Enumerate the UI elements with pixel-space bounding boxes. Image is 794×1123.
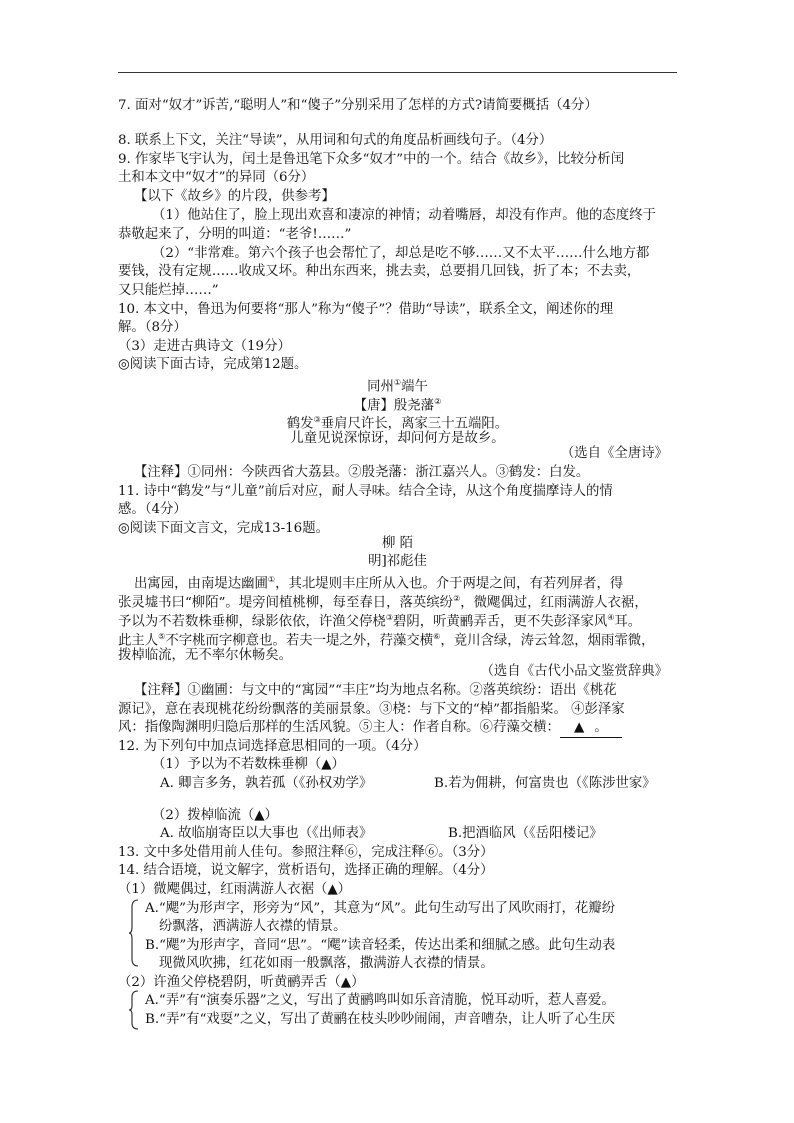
question-14-1-option-b-line2: 现微风吹拂，红花如雨一般飘落，撒满游人衣襟的情景。	[159, 956, 494, 971]
question-12-1-option-b: B.若为佣耕，何富贵也（《陈涉世家》	[434, 776, 656, 791]
poem-source: （选自《全唐诗》	[560, 446, 668, 461]
reference-title: 【以下《故乡》的片段，供参考】	[134, 189, 335, 204]
poem-line-2: 儿童见说深惊讶，却问何方是故乡。	[290, 431, 505, 446]
prose-author: 明]祁彪佳	[368, 554, 427, 569]
question-14-2-option-b: B.“弄”有“戏耍”之义，写出了黄鹂在枝头吵吵闹闹，声音嘈杂，让人听了心生厌	[145, 1012, 615, 1027]
reference-2-line2: 要钱，没有定规……收成又坏。种出东西来，挑去卖，总要捐几回钱，折了本；不去卖，	[118, 264, 641, 279]
poem-title: 同州①端午	[367, 378, 428, 395]
question-7: 7. 面对“奴才”诉苦,“聪明人”和“傻子”分别采用了怎样的方式?请简要概括（4分）	[118, 98, 598, 113]
option-brace-2	[128, 990, 140, 1030]
question-10-line1: 10. 本文中，鲁迅为何要将“那人”称为“傻子”？借助“导读”，联系全文，阐述你的理	[118, 302, 614, 317]
question-14: 14. 结合语境，说文解字，赏析语句，选择正确的理解。（4分）	[118, 863, 494, 878]
question-12-1-option-a: A. 卿言多务，孰若孤（《孙权劝学》	[160, 776, 373, 791]
question-14-2: （2）许渔父停桡碧阴，听黄鹂弄舌（▲）	[118, 975, 365, 990]
prose-line-4: 此主人⑤不字桃而字柳意也。若夫一堤之外，荇藻交横⑥，竟川含绿，涛云耸忽，烟雨霏微，	[118, 632, 655, 649]
prose-line-5: 拨棹临流，无不率尔休畅矣。	[118, 648, 293, 663]
prose-notes-line2: 源记》，意在表现桃花纷纷飘落的美丽景象。③桡：与下文的“棹”都指船桨。 ④彭泽家	[118, 702, 625, 717]
prose-line-3: 予以为不若数株垂柳，绿影依依，许渔父停桡③碧阴，听黄鹂弄舌，更不失彭泽家风④耳。	[118, 613, 642, 630]
poem-author: 【唐】殷尧藩②	[353, 397, 442, 414]
section-3-heading: （3）走进古典诗文（19分）	[118, 339, 291, 354]
prose-line-2: 张灵墟书曰“柳陌”。堤旁间植桃柳，每至春日，落英缤纷②，微飔偶过，红雨满游人衣裾，	[118, 594, 648, 611]
question-8: 8. 联系上下文，关注“导读”，从用词和句式的角度品析画线句子。（4分）	[118, 133, 553, 148]
question-14-1-option-a-line1: A.“飔”为形声字，形旁为“风”，其意为“风”。此句生动写出了风吹雨打，花瓣纷	[145, 901, 616, 916]
question-12-2-option-b: B.把酒临风（《岳阳楼记》	[448, 826, 603, 841]
question-14-1-option-a-line2: 纷飘落，洒满游人衣襟的情景。	[159, 919, 347, 934]
poem-notes: 【注释】①同州：今陕西省大荔县。②殷尧藩：浙江嘉兴人。③鹤发：白发。	[134, 465, 590, 480]
question-12-2: （2）拨棹临流（▲）	[152, 808, 278, 823]
question-14-2-option-a: A.“弄”有“演奏乐器”之义，写出了黄鹂鸣叫如乐音清脆，悦耳动听，惹人喜爱。	[145, 993, 615, 1008]
prose-notes-line3: 风：指像陶渊明归隐后那样的生活风貌。⑤主人：作者自称。⑥荇藻交横： ▲ 。	[118, 718, 622, 738]
question-10-line2: 解。（8分）	[118, 320, 187, 335]
question-12: 12. 为下列句中加点词选择意思相同的一项。（4分）	[118, 739, 427, 754]
option-brace-1	[128, 899, 140, 967]
question-11-line1: 11. 诗中“鹤发”与“儿童”前后对应，耐人寻味。结合全诗，从这个角度揣摩诗人的情	[118, 484, 613, 499]
prose-notes-line1: 【注释】①幽圃：与文中的“寓园”“丰庄”均为地点名称。②落英缤纷：语出《桃花	[134, 683, 617, 698]
question-12-2-option-a: A. 故临崩寄臣以大事也（《出师表》	[160, 826, 373, 841]
question-12-1: （1）予以为不若数株垂柳（▲）	[152, 757, 345, 772]
read-poem-instruction: ◎阅读下面古诗，完成第12题。	[118, 357, 308, 372]
reference-2-line3: 又只能烂掉……”	[118, 283, 219, 298]
reference-1-line2: 恭敬起来了，分明的叫道：“老爷!……”	[118, 227, 352, 242]
question-9-line1: 9. 作家毕飞宇认为，闰土是鲁迅笔下众多“奴才”中的一个。结合《故乡》，比较分析闰	[118, 152, 625, 167]
reference-2-line1: （2）“非常难。第六个孩子也会帮忙了，却总是吃不够……又不太平……什么地方都	[152, 246, 650, 261]
prose-line-1: 出寓园，由南堤达幽圃①，其北堤则丰庄所从入也。介于两堤之间，有若列屏者，得	[134, 575, 624, 592]
reference-1-line1: （1）他站住了，脸上现出欢喜和凄凉的神情；动着嘴唇，却没有作声。他的态度终于	[152, 208, 656, 223]
prose-title: 柳 陌	[381, 536, 414, 551]
header-rule	[118, 72, 677, 73]
prose-source: （选自《古代小品文鉴赏辞典》	[480, 664, 668, 679]
question-14-1-option-b-line1: B.“飔”为形声字，音同“思”。“飔”读音轻柔，传达出柔和细腻之感。此句生动表	[145, 938, 616, 953]
question-13: 13. 文中多处借用前人佳句。参照注释⑥，完成注释⑥。（3分）	[118, 845, 494, 860]
question-14-1: （1）微飔偶过，红雨满游人衣裾（▲）	[118, 882, 352, 897]
question-9-line2: 土和本文中“奴才”的异同（6分）	[118, 170, 315, 185]
read-prose-instruction: ◎阅读下面文言文，完成13-16题。	[118, 521, 329, 536]
question-11-line2: 感。（4分）	[118, 502, 187, 517]
answer-blank: ▲ 。	[560, 718, 622, 738]
poem-line-1: 鹤发③垂肩尺许长，离家三十五端阳。	[286, 415, 509, 432]
